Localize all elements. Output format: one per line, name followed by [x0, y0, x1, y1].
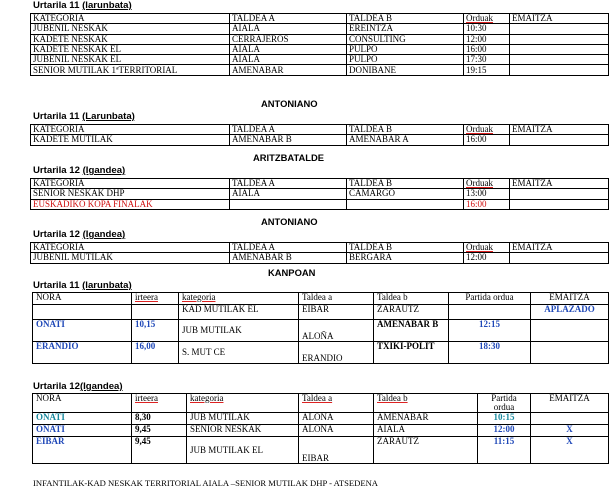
- table-row: ERANDIO 16,00 S. MUT CE ERANDIO TXIKI-POLIT 18:30: [33, 342, 609, 364]
- table-row: KADETE MUTILAK AMENABAR B AMENABAR A 16:00: [31, 135, 609, 145]
- home-games-table: [30, 124, 609, 146]
- away-games-table: [32, 393, 609, 464]
- header-orduak: Orduak: [464, 14, 510, 24]
- table-row: SENIOR MUTILAK 1ªTERRITORIAL AMENABAR DONIBANE 19:15: [31, 65, 609, 75]
- table-row: ONATI 8,30 JUB MUTILAK ALONA AMENABAR 10:15: [33, 413, 609, 425]
- status-badge: APLAZADO: [531, 305, 609, 320]
- home-games-table: [30, 242, 609, 264]
- heading-day: (larunbata): [82, 0, 132, 11]
- table-header-row: [31, 14, 609, 24]
- table-row: KADETE NESKAK EL AIALA PULPO 16:00: [31, 44, 609, 54]
- header-kategoria: KATEGORIA: [31, 14, 230, 24]
- section-heading: Urtarila 12 (Igandea): [33, 165, 126, 176]
- home-games-table: [30, 13, 609, 76]
- table-row: KADETE NESKAK CERRAJEROS CONSULTING 12:00: [31, 34, 609, 44]
- kanpoan-title: KANPOAN: [268, 267, 316, 278]
- header-taldea-a: TALDEA A: [230, 14, 347, 24]
- section-heading: Urtarila 11 (Larunbata): [33, 111, 135, 122]
- section-heading: Urtarila 12(Igandea): [33, 381, 123, 392]
- section-heading: [33, 0, 132, 11]
- venue-heading: ANTONIANO: [261, 98, 318, 109]
- table-row: ONATI 9,45 SENIOR NESKAK ALOÑA AIALA 12:00 X: [33, 425, 609, 437]
- heading-date: Urtarila 11: [33, 0, 83, 11]
- venue-heading: ANTONIANO: [261, 216, 318, 227]
- table-row: EIBAR 9,45 JUB MUTILAK EL EIBAR ZARAUTZ 11:15 X: [33, 437, 609, 464]
- table-row: JUBENIL MUTILAK AMENABAR B BERGARA 12:00: [31, 253, 609, 263]
- section-heading: Urtarila 12 (Igandea): [33, 229, 126, 240]
- table-header-row: KATEGORIA TALDEA A TALDEA B Orduak EMAITZA: [31, 125, 609, 135]
- header-emaitza: EMAITZA: [510, 14, 609, 24]
- table-header-row: KATEGORIA TALDEA A TALDEA B Orduak EMAITZA: [31, 243, 609, 253]
- table-header-row: NORA irteera kategoria Taldea a Taldea b Partida ordua EMAITZA: [33, 293, 609, 305]
- table-row: JUBENIL NESKAK AIALA EREINTZA 10:30: [31, 24, 609, 34]
- header-taldea-b: TALDEA B: [347, 14, 464, 24]
- table-row: KAD MUTILAK EL EIBAR ZARAUTZ APLAZADO: [33, 305, 609, 320]
- table-row: EUSKADIKO KOPA FINALAK 16:00: [31, 199, 609, 209]
- venue-heading: ARITZBATALDE: [253, 152, 324, 163]
- section-heading: Urtarila 11 (larunbata): [33, 280, 132, 291]
- table-row: JUBENIL NESKAK EL AIALA PULPO 17:30: [31, 55, 609, 65]
- table-row: ONATI 10,15 JUB MUTILAK ALOÑA AMENABAR B 12:15: [33, 320, 609, 342]
- home-games-table: [30, 178, 609, 210]
- table-row: SENIOR NESKAK DHP AIALA CAMARGO 13:00: [31, 189, 609, 199]
- footer-note: INFANTILAK-KAD NESKAK TERRITORIAL AIALA –SENIOR MUTILAK DHP - ATSEDENA: [33, 478, 379, 488]
- table-header-row: NORA irteera kategoria Taldea a Taldea b Partida ordua EMAITZA: [33, 394, 609, 413]
- table-header-row: KATEGORIA TALDEA A TALDEA B Orduak EMAITZA: [31, 179, 609, 189]
- away-games-table: [32, 292, 609, 364]
